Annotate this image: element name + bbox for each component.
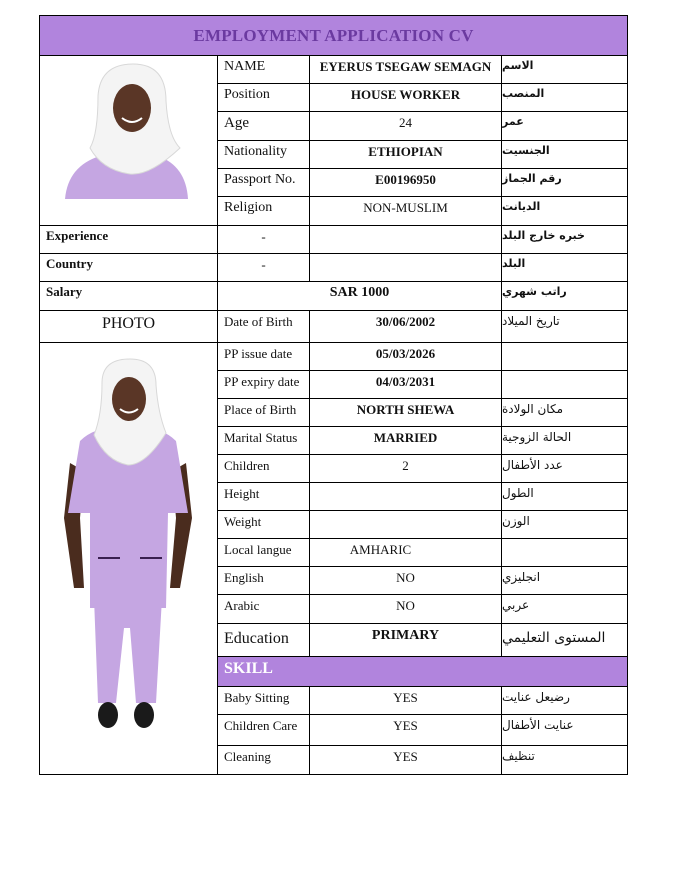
marital-status-value: MARRIED xyxy=(309,426,502,455)
nationality-arabic-label: الجنسيت xyxy=(501,140,628,169)
country-value: - xyxy=(217,253,310,282)
marital-status-label: Marital Status xyxy=(217,426,310,455)
position-label: Position xyxy=(217,83,310,112)
cleaning-value: YES xyxy=(309,745,502,775)
english-arabic-label: انجليزي xyxy=(501,566,628,595)
pp-issue-arabic-cell xyxy=(501,342,628,371)
nationality-value: ETHIOPIAN xyxy=(309,140,502,169)
salary-value: SAR 1000 xyxy=(217,281,502,311)
position-arabic-label: المنصب xyxy=(501,83,628,112)
country-arabic-label: البلد xyxy=(501,253,628,282)
cleaning-label: Cleaning xyxy=(217,745,310,775)
pp-issue-label: PP issue date xyxy=(217,342,310,371)
age-arabic-label: عمر xyxy=(501,111,628,141)
name-value: EYERUS TSEGAW SEMAGN xyxy=(309,55,502,84)
age-label: Age xyxy=(217,111,310,141)
arabic-language-value: NO xyxy=(309,594,502,624)
full-body-photo-cell xyxy=(39,342,218,775)
dob-arabic-label: تاريخ الميلاد xyxy=(501,310,628,343)
experience-label: Experience xyxy=(39,225,218,254)
children-care-label: Children Care xyxy=(217,714,310,746)
pp-expiry-arabic-cell xyxy=(501,370,628,399)
height-value xyxy=(309,482,502,511)
name-label: NAME xyxy=(217,55,310,84)
religion-arabic-label: الديانت xyxy=(501,196,628,226)
baby-sitting-arabic-label: رضيعل عنايت xyxy=(501,686,628,715)
local-language-label: Local langue xyxy=(217,538,310,567)
pp-issue-value: 05/03/2026 xyxy=(309,342,502,371)
children-value: 2 xyxy=(309,454,502,483)
pp-expiry-label: PP expiry date xyxy=(217,370,310,399)
position-value: HOUSE WORKER xyxy=(309,83,502,112)
photo-label: PHOTO xyxy=(39,310,218,343)
arabic-language-label: Arabic xyxy=(217,594,310,624)
cleaning-arabic-label: تنظيف xyxy=(501,745,628,775)
baby-sitting-label: Baby Sitting xyxy=(217,686,310,715)
form-title: EMPLOYMENT APPLICATION CV xyxy=(39,15,628,56)
weight-label: Weight xyxy=(217,510,310,539)
passport-label: Passport No. xyxy=(217,168,310,197)
nationality-label: Nationality xyxy=(217,140,310,169)
passport-value: E00196950 xyxy=(309,168,502,197)
children-care-arabic-label: عنايت الأطفال xyxy=(501,714,628,746)
dob-label: Date of Birth xyxy=(217,310,310,343)
cv-form xyxy=(39,15,628,775)
education-arabic-label: المستوى التعليمي xyxy=(501,623,628,657)
local-language-arabic-cell xyxy=(501,538,628,567)
experience-arabic-label: خبره خارج البلد xyxy=(501,225,628,254)
place-of-birth-value: NORTH SHEWA xyxy=(309,398,502,427)
name-arabic-label: الاسم xyxy=(501,55,628,84)
full-body-photo xyxy=(40,343,218,775)
education-label: Education xyxy=(217,623,310,657)
local-language-value: AMHARIC xyxy=(309,538,502,567)
education-value: PRIMARY xyxy=(309,623,502,657)
weight-value xyxy=(309,510,502,539)
salary-arabic-label: راتب شهري xyxy=(501,281,628,311)
place-of-birth-label: Place of Birth xyxy=(217,398,310,427)
experience-empty-cell xyxy=(309,225,502,254)
weight-arabic-label: الوزن xyxy=(501,510,628,539)
headshot-photo xyxy=(40,56,218,226)
salary-label: Salary xyxy=(39,281,218,311)
religion-value: NON-MUSLIM xyxy=(309,196,502,226)
age-value: 24 xyxy=(309,111,502,141)
children-label: Children xyxy=(217,454,310,483)
height-arabic-label: الطول xyxy=(501,482,628,511)
experience-value: - xyxy=(217,225,310,254)
skill-section-header: SKILL xyxy=(217,656,628,687)
dob-value: 30/06/2002 xyxy=(309,310,502,343)
marital-status-arabic-label: الحالة الزوجية xyxy=(501,426,628,455)
children-care-value: YES xyxy=(309,714,502,746)
children-arabic-label: عدد الأطفال xyxy=(501,454,628,483)
headshot-photo-cell xyxy=(39,55,218,226)
english-value: NO xyxy=(309,566,502,595)
country-label: Country xyxy=(39,253,218,282)
english-label: English xyxy=(217,566,310,595)
country-empty-cell xyxy=(309,253,502,282)
arabic-language-arabic-label: عربي xyxy=(501,594,628,624)
baby-sitting-value: YES xyxy=(309,686,502,715)
religion-label: Religion xyxy=(217,196,310,226)
passport-arabic-label: رقم الجماز xyxy=(501,168,628,197)
place-of-birth-arabic-label: مكان الولادة xyxy=(501,398,628,427)
pp-expiry-value: 04/03/2031 xyxy=(309,370,502,399)
height-label: Height xyxy=(217,482,310,511)
